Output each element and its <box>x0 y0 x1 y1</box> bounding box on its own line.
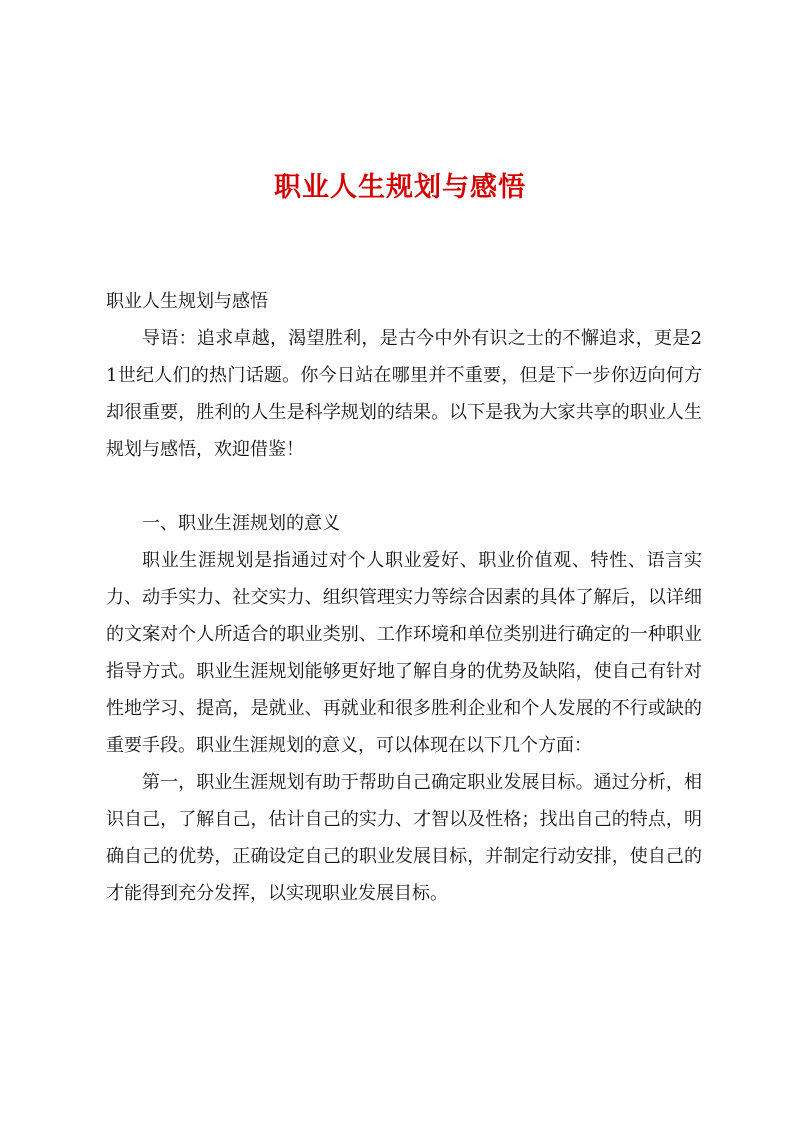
document-subtitle: 职业人生规划与感悟 <box>106 291 268 312</box>
document-body <box>106 283 702 912</box>
body-paragraph: 职业生涯规划是指通过对个人职业爱好、职业价值观、特性、语言实力、动手实力、社交实力、组织管理实力等综合因素的具体了解后，以详细的文案对个人所适合的职业类别、工作环境和单位类别进行确定的一种职业指导方式。职业生涯规划能够更好地了解自身的优势及缺陷，使自己有针对性地学习、提高，是就业、再就业和很多胜利企业和个人发展的不行或缺的重要手段。职业生涯规划的意义，可以体现在以下几个方面： <box>106 550 702 756</box>
section-heading: 一、职业生涯规划的意义 <box>142 513 340 534</box>
document-title: 职业人生规划与感悟 <box>274 172 526 203</box>
intro-paragraph: 导语：追求卓越，渴望胜利，是古今中外有识之士的不懈追求，更是21世纪人们的热门话题。你今日站在哪里并不重要，但是下一步你迈向何方却很重要，胜利的人生是科学规划的结果。以下是我为大家共享的职业人生规划与感悟，欢迎借鉴！ <box>106 328 702 460</box>
body-paragraph: 第一，职业生涯规划有助于帮助自己确定职业发展目标。通过分析，相识自己，了解自己，估计自己的实力、才智以及性格；找出自己的特点，明确自己的优势，正确设定自己的职业发展目标，并制定行动安排，使自己的才能得到充分发挥，以实现职业发展目标。 <box>106 772 702 904</box>
paragraph-spacer <box>106 468 702 505</box>
